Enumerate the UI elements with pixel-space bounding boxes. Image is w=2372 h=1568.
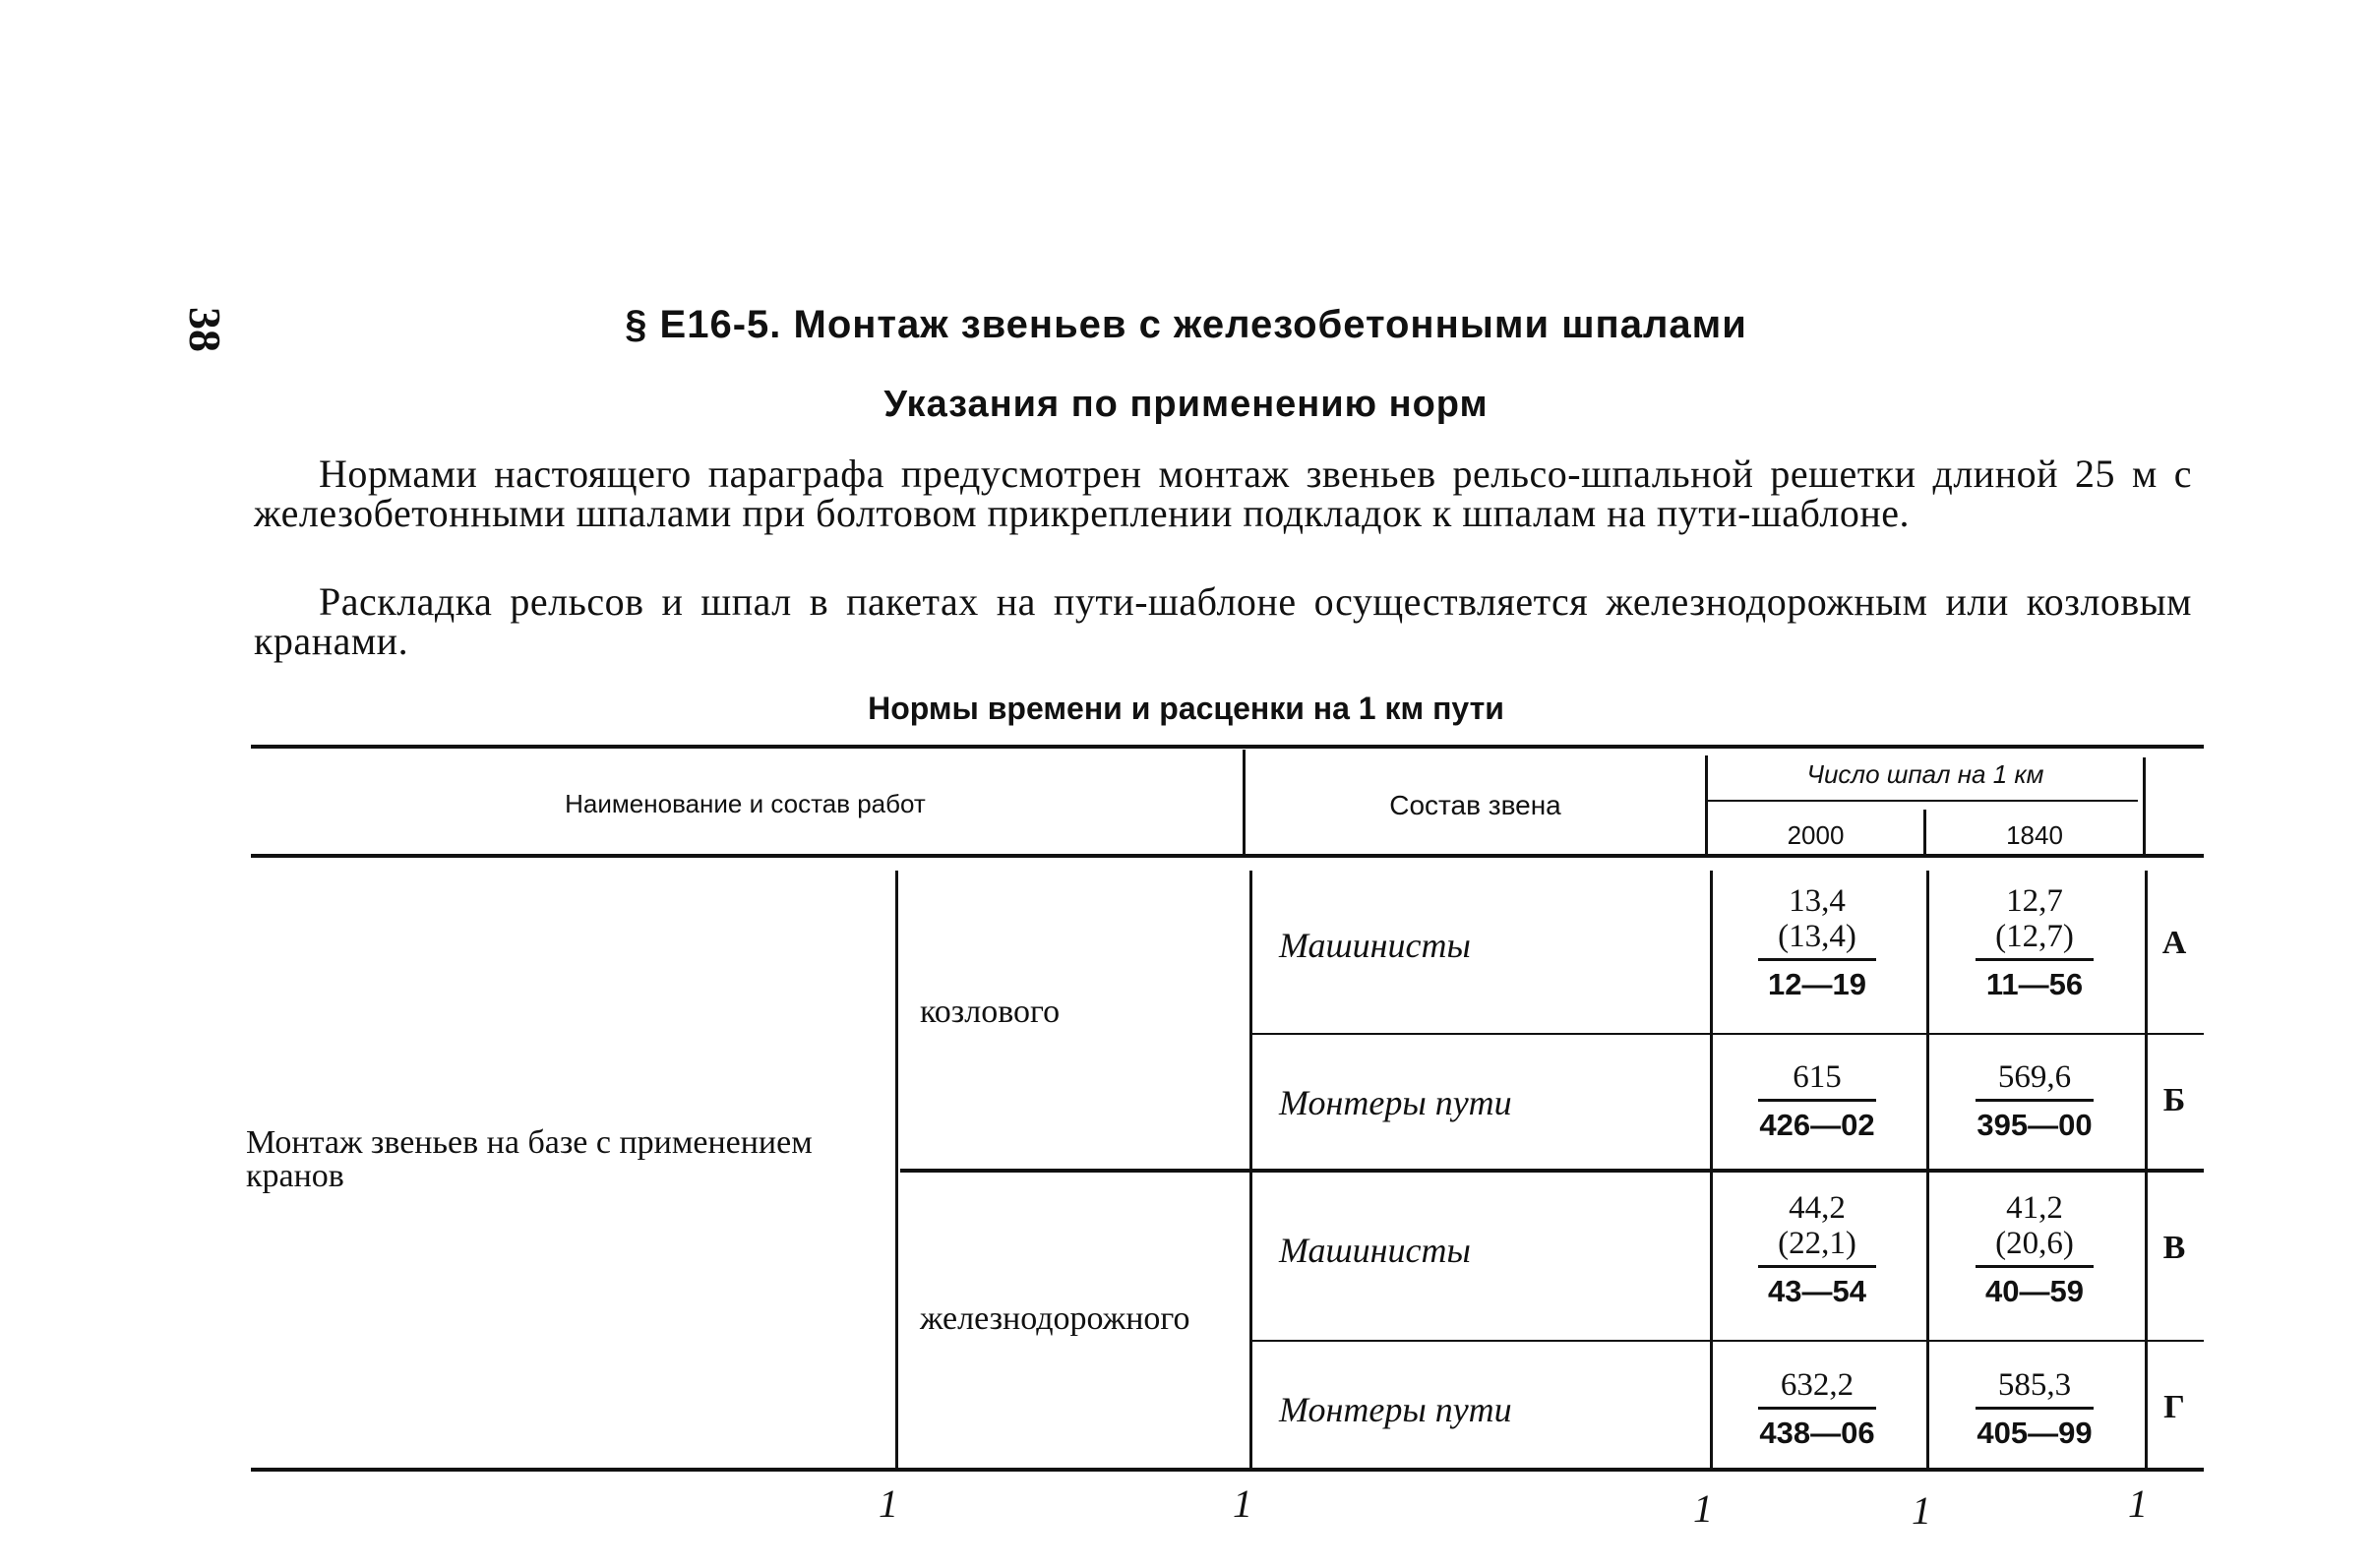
row-a-1840-rate: 11—56 xyxy=(1985,967,2084,1001)
header-crew: Состав звена xyxy=(1389,790,1561,820)
row-g-1840 xyxy=(1936,1367,2133,1451)
row-b-2000-rate: 426—02 xyxy=(1759,1108,1875,1142)
fraction-bar xyxy=(1758,958,1876,961)
row-a-1840-time: 12,7 xyxy=(2006,883,2063,919)
row-g-letter: Г xyxy=(2163,1389,2185,1425)
header-bottom-rule xyxy=(251,854,2204,858)
row-b-1840-rate: 395—00 xyxy=(1977,1108,2093,1142)
header-col-2000: 2000 xyxy=(1787,820,1845,850)
col-rule-1840-body xyxy=(1926,871,1929,1468)
footer-tick-1: 1 xyxy=(879,1481,898,1526)
row-v-1840 xyxy=(1936,1190,2133,1309)
header-sleepers-per-km: Число шпал на 1 км xyxy=(1806,759,2044,789)
table-bottom-rule xyxy=(251,1468,2204,1472)
row-a-crew: Машинисты xyxy=(1279,926,1471,965)
row-b-1840 xyxy=(1936,1059,2133,1143)
row-b-letter: Б xyxy=(2162,1082,2186,1118)
table-top-rule xyxy=(251,745,2204,749)
row-g-crew: Монтеры пути xyxy=(1279,1390,1512,1429)
row-v-2000 xyxy=(1719,1190,1916,1309)
row-v-2000-paren: (22,1) xyxy=(1778,1226,1856,1261)
sleepers-group-rule xyxy=(1705,800,2138,802)
page-number: 38 xyxy=(180,307,230,352)
row-g-2000-time: 632,2 xyxy=(1780,1367,1855,1403)
row-g-1840-rate: 405—99 xyxy=(1977,1416,2093,1450)
row-v-letter: В xyxy=(2162,1230,2186,1266)
row-a-1840-paren: (12,7) xyxy=(1995,919,2074,954)
col-rule-crew xyxy=(1249,871,1252,1468)
fraction-bar xyxy=(1758,1099,1876,1102)
row-a-1840 xyxy=(1936,883,2133,1002)
row-b-2000-time: 615 xyxy=(1793,1059,1842,1095)
row-b-2000 xyxy=(1719,1059,1916,1143)
footer-tick-2: 1 xyxy=(1233,1481,1252,1526)
fraction-bar xyxy=(1976,958,2094,961)
crane-type-gantry: козлового xyxy=(920,994,1061,1030)
fraction-bar xyxy=(1758,1407,1876,1410)
table-caption: Нормы времени и расценки на 1 км пути xyxy=(868,691,1504,726)
row-v-1840-time: 41,2 xyxy=(2006,1190,2063,1226)
row-v-g-rule xyxy=(1249,1340,2204,1342)
row-v-2000-rate: 43—54 xyxy=(1768,1274,1866,1308)
paragraph-2: Раскладка рельсов и шпал в пакетах на пути-шаблоне осуществляется железнодорожным или козловым кранами. xyxy=(254,579,2192,663)
paragraph-1: Нормами настоящего параграфа предусмотрен монтаж звеньев рельсо-шпальной решетки длиной 25 м с железобетонными шпалами при болтовом прикреплении подкладок к шпалам на пути-шаблоне. xyxy=(254,452,2192,535)
fraction-bar xyxy=(1976,1265,2094,1268)
row-a-2000 xyxy=(1719,883,1916,1002)
row-g-2000-rate: 438—06 xyxy=(1759,1416,1875,1450)
crane-divider-rule xyxy=(900,1169,2204,1173)
row-v-2000-time: 44,2 xyxy=(1789,1190,1846,1226)
row-a-2000-rate: 12—19 xyxy=(1768,967,1866,1001)
row-a-b-rule xyxy=(1249,1033,2204,1035)
row-b-1840-time: 569,6 xyxy=(1997,1059,2072,1095)
row-v-1840-paren: (20,6) xyxy=(1995,1226,2074,1261)
row-a-2000-time: 13,4 xyxy=(1789,883,1846,919)
footer-tick-3: 1 xyxy=(1693,1486,1713,1531)
crane-type-railway: железнодорожного xyxy=(920,1300,1190,1337)
subtitle: Указания по применению норм xyxy=(883,384,1489,425)
row-g-2000 xyxy=(1719,1367,1916,1451)
section-title: § Е16-5. Монтаж звеньев с железобетонными шпалами xyxy=(625,303,1747,346)
row-g-1840-time: 585,3 xyxy=(1997,1367,2072,1403)
row-v-1840-rate: 40—59 xyxy=(1985,1274,2084,1308)
fraction-bar xyxy=(1758,1265,1876,1268)
fraction-bar xyxy=(1976,1407,2094,1410)
row-a-letter: А xyxy=(2161,925,2187,961)
work-name: Монтаж звеньев на базе с применением кранов xyxy=(246,1124,813,1194)
header-work: Наименование и состав работ xyxy=(565,789,926,818)
fraction-bar xyxy=(1976,1099,2094,1102)
row-a-2000-paren: (13,4) xyxy=(1778,919,1856,954)
header-col-1840: 1840 xyxy=(2006,820,2063,850)
col-rule-letter xyxy=(2143,757,2146,854)
row-b-crew: Монтеры пути xyxy=(1279,1083,1512,1122)
row-v-crew: Машинисты xyxy=(1279,1231,1471,1270)
col-rule-2000-body xyxy=(1710,871,1713,1468)
col-rule-crane xyxy=(895,871,898,1468)
footer-tick-5: 1 xyxy=(2128,1481,2148,1526)
footer-tick-4: 1 xyxy=(1912,1488,1931,1533)
